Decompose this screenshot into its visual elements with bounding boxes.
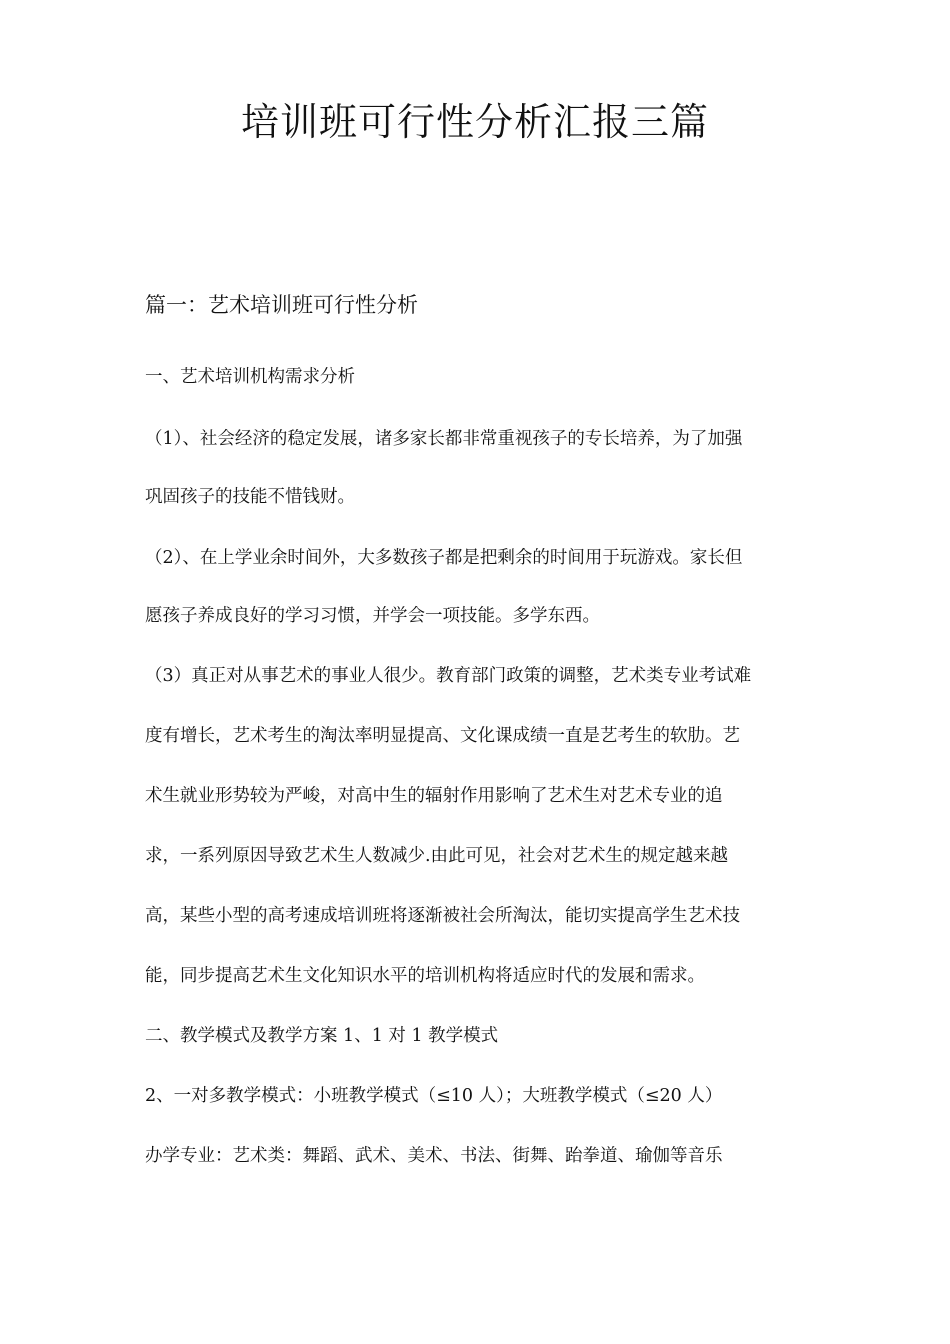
paragraph-line: （3）真正对从事艺术的事业人很少。教育部门政策的调整，艺术类专业考试难 xyxy=(145,666,752,686)
paragraph-line: （2）、在上学业余时间外，大多数孩子都是把剩余的时间用于玩游戏。家长但 xyxy=(145,548,743,568)
section-heading: 篇一：艺术培训班可行性分析 xyxy=(145,293,418,317)
paragraph-line: 求，一系列原因导致艺术生人数减少.由此可见，社会对艺术生的规定越来越 xyxy=(145,846,729,866)
paragraph-line: 术生就业形势较为严峻，对高中生的辐射作用影响了艺术生对艺术专业的追 xyxy=(145,786,723,806)
paragraph-line: 能，同步提高艺术生文化知识水平的培训机构将适应时代的发展和需求。 xyxy=(145,966,705,986)
heading-line-demand-analysis: 一、艺术培训机构需求分析 xyxy=(145,367,355,387)
paragraph-line: 高，某些小型的高考速成培训班将逐渐被社会所淘汰，能切实提高学生艺术技 xyxy=(145,906,740,926)
paragraph-line: （1）、社会经济的稳定发展，诸多家长都非常重视孩子的专长培养，为了加强 xyxy=(145,429,743,449)
paragraph-line: 2、一对多教学模式：小班教学模式（≤10 人）；大班教学模式（≤20 人） xyxy=(145,1086,723,1106)
paragraph-line: 愿孩子养成良好的学习习惯，并学会一项技能。多学东西。 xyxy=(145,606,600,626)
document-title: 培训班可行性分析汇报三篇 xyxy=(240,100,709,144)
paragraph-line: 度有增长，艺术考生的淘汰率明显提高、文化课成绩一直是艺考生的软肋。艺 xyxy=(145,726,740,746)
heading-line-teaching-mode: 二、教学模式及教学方案 1、1 对 1 教学模式 xyxy=(145,1026,499,1046)
paragraph-line: 办学专业：艺术类：舞蹈、武术、美术、书法、街舞、跆拳道、瑜伽等音乐 xyxy=(145,1146,723,1166)
paragraph-line: 巩固孩子的技能不惜钱财。 xyxy=(145,487,355,507)
